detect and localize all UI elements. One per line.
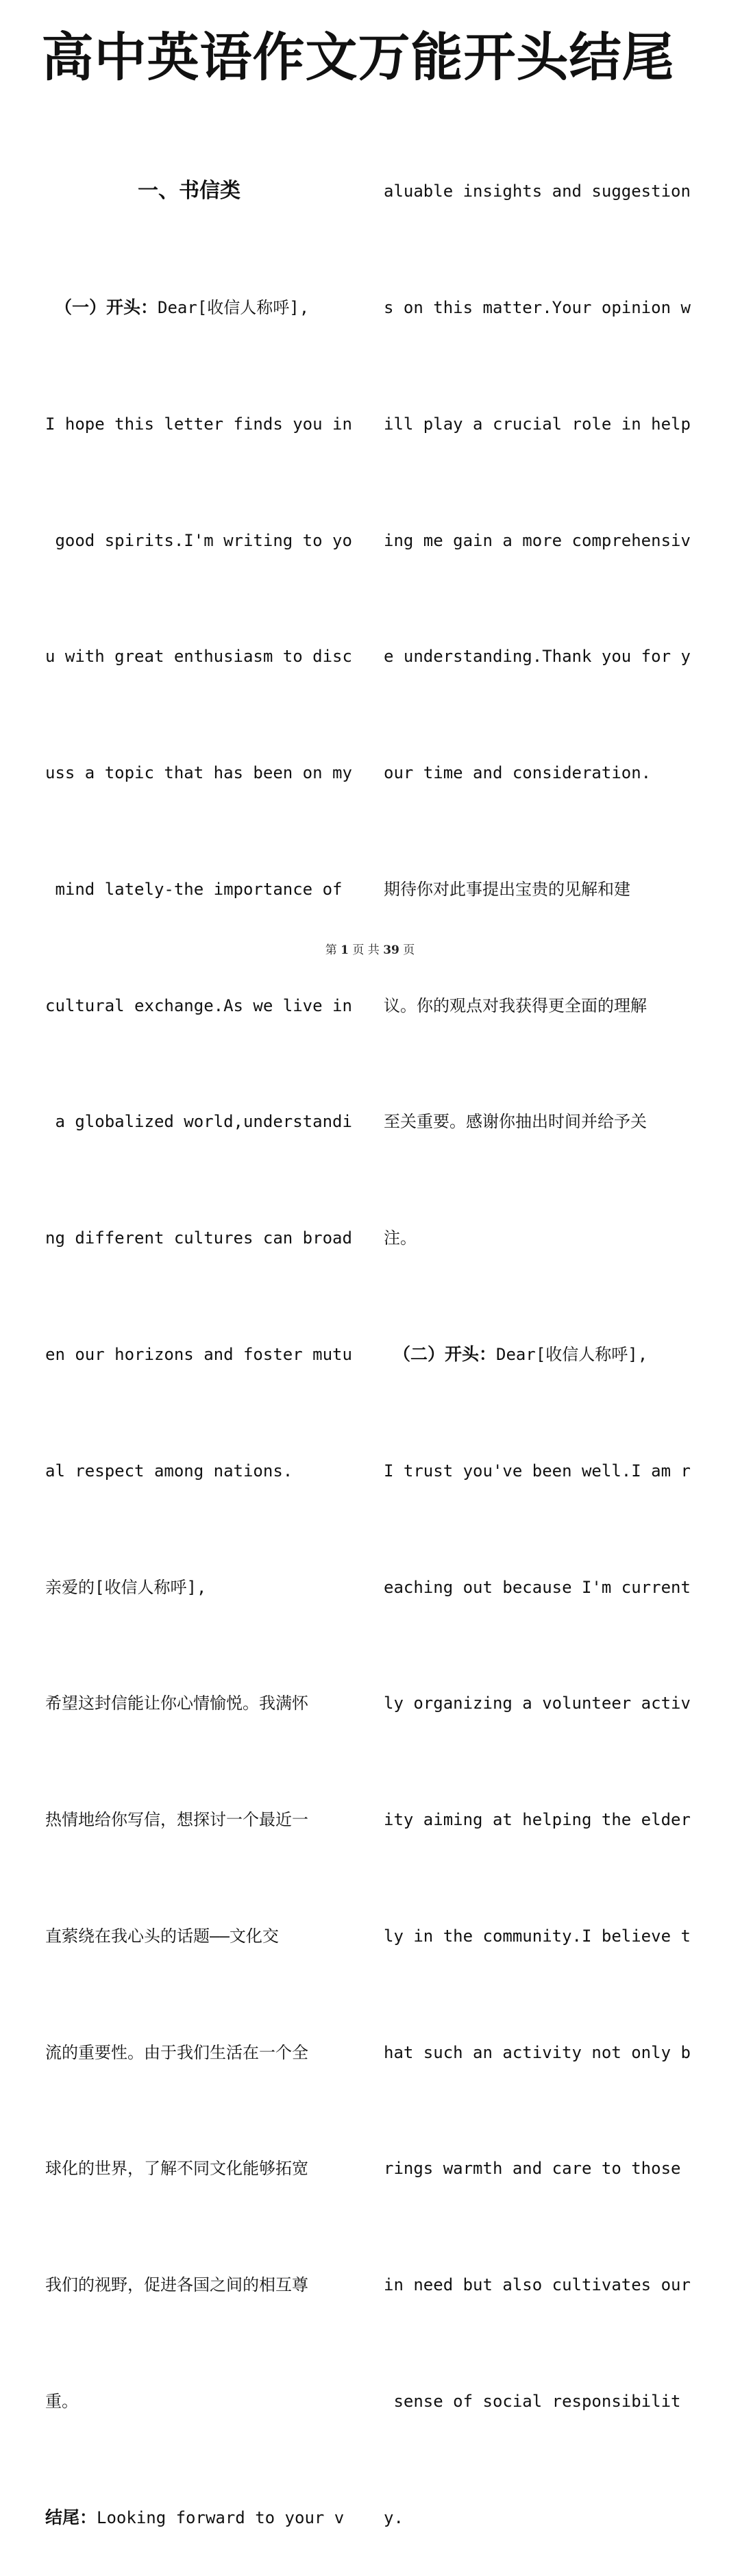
opening-1-line	[45, 288, 360, 327]
section-heading: 一、书信类	[138, 179, 241, 203]
text-line: en our horizons and foster mutu	[45, 1345, 352, 1364]
footer-middle: 页 共	[352, 943, 380, 957]
text-line: rings warmth and care to those	[384, 2159, 681, 2179]
text-line: cultural exchange.As we live in	[45, 995, 352, 1015]
text-line: 注。	[384, 1228, 417, 1248]
text-line: ly organizing a volunteer activ	[384, 1694, 691, 1713]
text-line: 重。	[45, 2392, 78, 2412]
text-line: ill play a crucial role in help	[384, 414, 691, 434]
text-line: I hope this letter finds you in	[45, 414, 352, 434]
text-line: sense of social responsibilit	[384, 2392, 681, 2412]
footer-prefix: 第	[325, 943, 337, 957]
text-line: hat such an activity not only b	[384, 2042, 691, 2062]
text-line: u with great enthusiasm to disc	[45, 647, 352, 667]
text-line: al respect among nations.	[45, 1461, 293, 1481]
text-line: ly in the community.I believe t	[384, 1926, 691, 1946]
text-line: 至关重要。感谢你抽出时间并给予关	[384, 1112, 647, 1132]
opening-2-salutation: Dear[收信人称呼],	[496, 1345, 648, 1364]
total-pages-number: 39	[383, 943, 399, 957]
closing-line	[45, 2499, 360, 2538]
opening-1-label: （一）开头：	[55, 297, 158, 317]
closing-label: 结尾：	[45, 2507, 97, 2527]
text-line: ing me gain a more comprehensiv	[384, 530, 691, 550]
opening-2-label: （二）开头：	[393, 1344, 497, 1364]
text-line: 议。你的观点对我获得更全面的理解	[384, 995, 647, 1015]
text-line: eaching out because I'm current	[384, 1577, 691, 1597]
text-line: a globalized world,understandi	[45, 1112, 352, 1132]
closing-text: Looking forward to your v	[97, 2507, 345, 2527]
opening-2-line	[384, 1335, 699, 1374]
left-column	[45, 95, 360, 2576]
page-footer	[0, 940, 740, 957]
text-line: s on this matter.Your opinion w	[384, 297, 691, 317]
text-line: y.	[384, 2507, 404, 2527]
text-line: good spirits.I'm writing to yo	[45, 530, 352, 550]
text-line: 流的重要性。由于我们生活在一个全	[45, 2042, 308, 2062]
text-line: uss a topic that has been on my	[45, 763, 352, 783]
text-line: 亲爱的[收信人称呼],	[45, 1577, 207, 1597]
text-line: 我们的视野，促进各国之间的相互尊	[45, 2275, 308, 2295]
text-line: ity aiming at helping the elder	[384, 1810, 691, 1830]
current-page-number: 1	[341, 943, 349, 957]
text-line: e understanding.Thank you for y	[384, 647, 691, 667]
footer-suffix: 页	[403, 943, 415, 957]
opening-1-salutation: Dear[收信人称呼],	[158, 297, 310, 317]
text-line: 期待你对此事提出宝贵的见解和建	[384, 879, 630, 899]
text-line: in need but also cultivates our	[384, 2275, 691, 2295]
page-title: 高中英语作文万能开头结尾	[41, 27, 675, 88]
text-line: aluable insights and suggestion	[384, 182, 691, 201]
text-line: 球化的世界，了解不同文化能够拓宽	[45, 2159, 308, 2179]
text-line: 热情地给你写信，想探讨一个最近一	[45, 1810, 308, 1830]
text-line: 直萦绕在我心头的话题——文化交	[45, 1926, 279, 1946]
right-column	[384, 95, 699, 2576]
text-line: our time and consideration.	[384, 763, 652, 783]
text-line: mind lately-the importance of	[45, 879, 343, 899]
text-line: 希望这封信能让你心情愉悦。我满怀	[45, 1694, 308, 1713]
text-line: ng different cultures can broad	[45, 1228, 352, 1248]
text-line: I trust you've been well.I am r	[384, 1461, 691, 1481]
